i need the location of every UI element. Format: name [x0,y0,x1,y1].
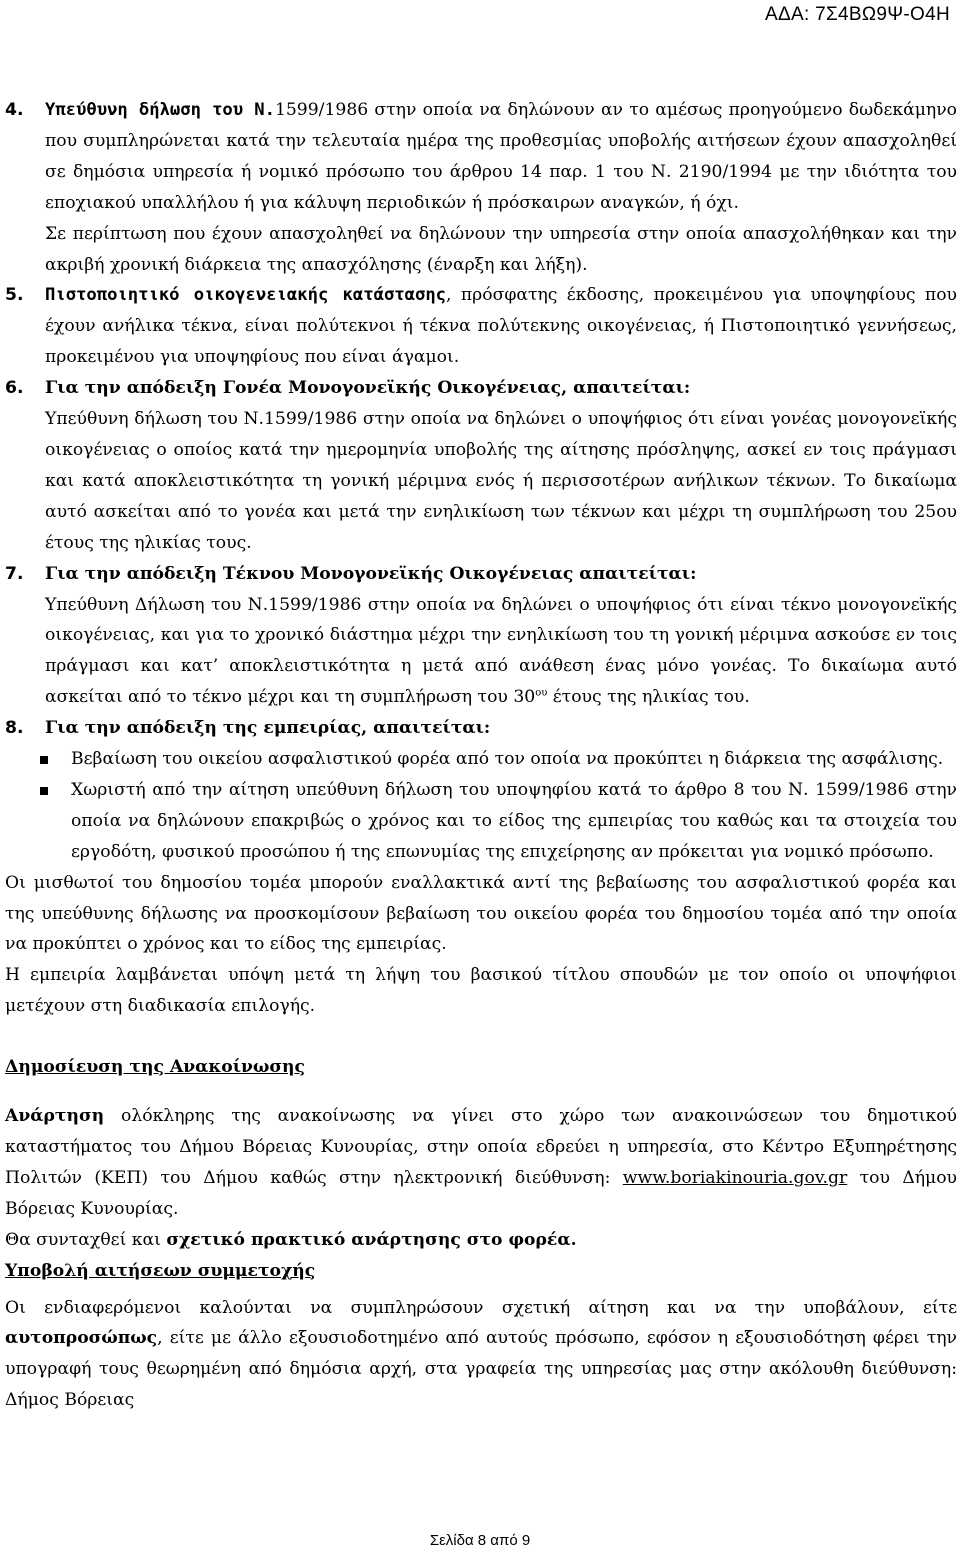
page-number: Σελίδα 8 από 9 [429,1532,531,1549]
item-5-number: 5. [5,285,24,306]
document-body [5,95,957,1416]
item-8-bullet-2 [5,775,957,868]
item-5 [5,280,957,373]
item-7-number: 7. [5,563,24,584]
item-7-text-a: Υπεύθυνη Δήλωση του Ν.1599/1986 στην οποία να δηλώνει ο υποψήφιος ότι είναι τέκνο μονογονεϊκής οικογένειας, και για το χρονικό διάστημα μέχρι την ενηλικίωση του τη γονική μέριμνα ασκούσε εν τοις πράγμασι και κατ’ αποκλειστικότητα η μετά από ανάθεση ένας μόνο γονέας. Το δικαίωμα αυτό ασκείται από το τέκνο μέχρι και τη συμπλήρωση του 30 [45,594,957,708]
item-4-text: 1599/1986 στην οποία να δηλώνουν αν το αμέσως προηγούμενο δωδεκάμηνο που συμπληρώνεται κατά την τελευταία ημέρα της προθεσμίας υποβολής αιτήσεων έχουν απασχοληθεί σε δημόσια υπηρεσία ή νομικό πρόσωπο του άρθρου 14 παρ. 1 του Ν. 2190/1994 με την ιδιότητα του εποχιακού υπαλλήλου ή για κάλυψη περιοδικών ή πρόσκαιρων αναγκών, ή όχι. [45,100,958,213]
item-7-text-b: έτους της ηλικίας του. [547,687,750,708]
item-6-text: Υπεύθυνη δήλωση του Ν.1599/1986 στην οποία να δηλώνει ο υποψήφιος ότι είναι γονέας μονογονεϊκής οικογένειας ο οποίος κατά την ημερομηνία υποβολής της αίτησης πρόσληψης, ασκεί εν τοις πράγμασι και κατά αποκλειστικότητα τη γονική μέριμνα ενός ή περισσοτέρων ανήλικων τέκνων. Το δικαίωμα αυτό ασκείται από το γονέα και μετά την ενηλικίωση των τέκνων και μέχρι τη συμπλήρωση του 25ου έτους της ηλικίας τους. [45,409,957,553]
item-7 [5,559,957,590]
publication-record-line [5,1225,957,1256]
item-5-text: , πρόσφατης έκδοσης, προκειμένου για υποψηφίους που έχουν ανήλικα τέκνα, είναι πολύτεκνοι ή τέκνα πολύτεκνης οικογένειας, ή Πιστοποιητικό γεννήσεως, προκειμένου για υποψηφίους που είναι άγαμοι. [45,285,957,368]
experience-paragraph: Η εμπειρία λαμβάνεται υπόψη μετά τη λήψη του βασικού τίτλου σπουδών με τον οποίο οι υποψήφιοι μετέχουν στη διαδικασία επιλογής. [5,965,957,1017]
item-7-title: Για την απόδειξη Τέκνου Μονογονεϊκής Οικογένειας απαιτείται: [45,563,697,584]
ada-code: ΑΔΑ: 7Σ4ΒΩ9Ψ-Ο4Η [765,4,950,25]
spacer [5,1083,957,1101]
submission-paragraph [5,1293,957,1417]
publication-line2-a: Θα συνταχθεί και [5,1229,167,1250]
submission-bold: αυτοπροσώπως [5,1328,158,1349]
submission-text-b: , είτε με άλλο εξουσιοδοτημένο από αυτούς πρόσωπο, εφόσον η εξουσιοδότηση φέρει την υπογραφή τους θεωρημένη από δημόσια αρχή, στα γραφεία της υπηρεσίας μας στην ακόλουθη διεύθυνση: Δήμος Βόρειας [5,1328,957,1411]
item-8 [5,713,957,744]
publication-text-a: ολόκληρης της ανακοίνωσης να γίνει στο χώρο των ανακοινώσεων του δημοτικού καταστήματος του Δήμου Βόρειας Κυνουρίας, στην οποία εδρεύει η υπηρεσία, στο Κέντρο Εξυπηρέτησης Πολιτών (ΚΕΠ) του Δήμου καθώς στην ηλεκτρονική διεύθυνση: [5,1106,957,1188]
publication-text-b: του Δήμου Βόρειας Κυνουρίας. [5,1167,957,1219]
publication-heading-line [5,1052,957,1083]
item-6-title: Για την απόδειξη Γονέα Μονογονεϊκής Οικογένειας, απαιτείται: [45,378,691,399]
salaried-paragraph: Οι μισθωτοί του δημοσίου τομέα μπορούν εναλλακτικά αντί της βεβαίωσης του ασφαλιστικού φορέα και της υπεύθυνης δήλωσης να προσκομίσουν βεβαίωση του οικείου φορέα του δημοσίου τομέα από την οποία να προκύπτει ο χρόνος και το είδος της εμπειρίας. [5,872,957,955]
item-8-bullet-1-text: Βεβαίωση του οικείου ασφαλιστικού φορέα από τον οποία να προκύπτει η διάρκεια της ασφάλισης. [71,749,944,770]
square-bullet-icon [40,787,48,795]
item-4 [5,95,957,219]
item-6-body [5,404,957,559]
item-7-body [5,590,957,714]
item-4-continuation [5,219,957,281]
item-6 [5,373,957,404]
submission-heading: Υποβολή αιτήσεων συμμετοχής [5,1260,316,1281]
item-4-text-b: Σε περίπτωση που έχουν απασχοληθεί να δηλώνουν την υπηρεσία στην οποία απασχολήθηκαν και την ακριβή χρονική διάρκεια της απασχόλησης (έναρξη και λήξη). [45,223,957,275]
publication-heading: Δημοσίευση της Ανακοίνωσης [5,1057,305,1078]
submission-text-a: Οι ενδιαφερόμενοι καλούνται να συμπληρώσουν σχετική αίτηση και να την υποβάλουν, είτε [5,1297,957,1318]
item-8-title: Για την απόδειξη της εμπειρίας, απαιτείται: [45,718,491,739]
item-8-bullet-1 [5,744,957,775]
item-8-number: 8. [5,718,24,739]
publication-paragraph [5,1101,957,1225]
square-bullet-icon [40,756,48,764]
submission-heading-line [5,1256,957,1287]
item-4-title: Υπεύθυνη δήλωση του Ν. [45,100,275,120]
item-5-title: Πιστοποιητικό οικογενειακής κατάστασης [45,285,447,306]
item-6-number: 6. [5,378,24,399]
item-4-number: 4. [5,100,24,120]
publication-line2-b: σχετικό πρακτικό ανάρτησης στο φορέα. [166,1229,577,1250]
spacer [5,1022,957,1052]
publication-lead: Ανάρτηση [5,1106,105,1127]
item-8-bullet-2-text: Χωριστή από την αίτηση υπεύθυνη δήλωση του υποψηφίου κατά το άρθρο 8 του Ν. 1599/1986 στην οποία να δηλώνουν επακριβώς ο χρόνος και το είδος της εμπειρίας του καθώς και τα στοιχεία του εργοδότη, φυσικού προσώπου ή της επωνυμίας της επιχείρησης αν πρόκειται για νομικό πρόσωπο. [71,779,957,862]
item-7-superscript: ου [535,687,548,699]
website-link[interactable]: www.boriakinouria.gov.gr [622,1167,848,1188]
